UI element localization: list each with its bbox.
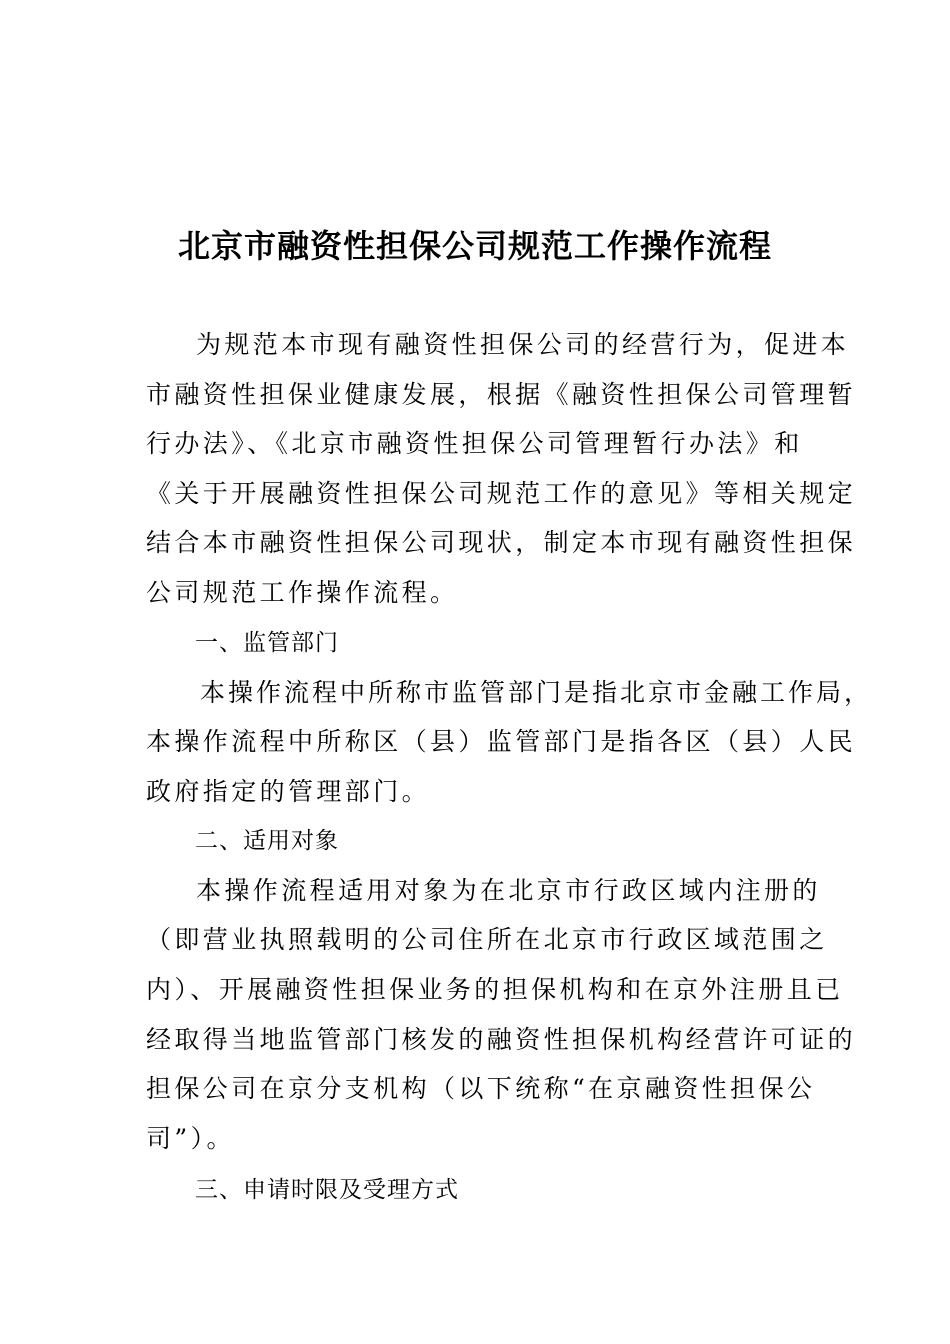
intro-line-4: 《关于开展融资性担保公司规范工作的意见》等相关规定 [146, 479, 857, 508]
section2-line-5: 担保公司在京分支机构（以下统称“在京融资性担保公 [146, 1074, 816, 1103]
section2-line-1: 本操作流程适用对象为在北京市行政区域内注册的 [196, 876, 821, 905]
intro-line-2: 市融资性担保业健康发展，根据《融资性担保公司管理暂 [146, 380, 857, 409]
section-heading-1: 一、监管部门 [195, 630, 339, 656]
section1-line-3: 政府指定的管理部门。 [146, 777, 431, 806]
section2-line-3: 内）、开展融资性担保业务的担保机构和在京外注册且已 [146, 975, 844, 1004]
section1-line-2: 本操作流程中所称区（县）监管部门是指各区（县）人民 [146, 727, 857, 756]
intro-line-5: 结合本市融资性担保公司现状，制定本市现有融资性担保 [146, 528, 857, 557]
section-heading-3: 三、申请时限及受理方式 [195, 1177, 459, 1203]
section2-line-2: （即营业执照载明的公司住所在北京市行政区域范围之 [146, 925, 828, 954]
intro-line-3: 行办法》、《北京市融资性担保公司管理暂行办法》和 [146, 429, 803, 458]
intro-line-1: 为规范本市现有融资性担保公司的经营行为，促进本 [196, 330, 850, 359]
document-title: 北京市融资性担保公司规范工作操作流程 [177, 227, 772, 265]
section2-line-4: 经取得当地监管部门核发的融资性担保机构经营许可证的 [146, 1025, 857, 1054]
intro-line-6: 公司规范工作操作流程。 [146, 578, 459, 607]
section2-line-6: 司”）。 [146, 1124, 235, 1153]
section1-line-1: 本操作流程中所称市监管部门是指北京市金融工作局， [200, 678, 873, 707]
section-heading-2: 二、适用对象 [195, 828, 339, 854]
